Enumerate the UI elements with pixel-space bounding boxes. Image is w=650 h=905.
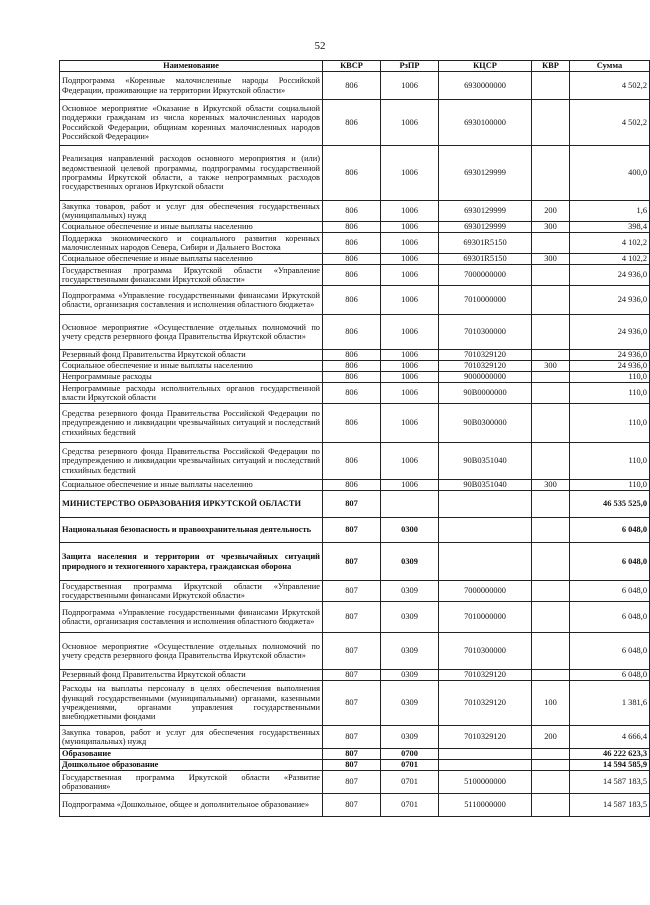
cell-sum: 4 102,2 (570, 254, 650, 265)
cell-name: Непрограммные расходы исполнительных органов государственной власти Иркутской области (60, 383, 323, 404)
cell-name: Государственная программа Иркутской области «Развитие образования» (60, 771, 323, 794)
cell-sum: 6 048,0 (570, 543, 650, 581)
cell-kvr (532, 100, 570, 146)
table-row (60, 201, 650, 222)
cell-kvr (532, 491, 570, 518)
table-row (60, 581, 650, 602)
cell-kcsr: 7010329120 (439, 350, 532, 361)
cell-kcsr (439, 543, 532, 581)
cell-kvsr: 807 (323, 543, 381, 581)
cell-name: Государственная программа Иркутской области «Управление государственными финансами Иркутской области» (60, 581, 323, 602)
cell-kvsr: 807 (323, 760, 381, 771)
cell-kvsr: 806 (323, 254, 381, 265)
table-row (60, 383, 650, 404)
cell-sum: 14 587 183,5 (570, 771, 650, 794)
cell-kvsr: 806 (323, 222, 381, 233)
header-name: Наименование (60, 61, 323, 72)
cell-kcsr: 7010000000 (439, 286, 532, 315)
cell-rzpr (381, 491, 439, 518)
table-row (60, 633, 650, 670)
cell-name: Расходы на выплаты персоналу в целях обеспечения выполнения функций государственными (муниципальными) органами, казенными учреждениями, органами управления государственными внебюджетными фондами (60, 681, 323, 726)
table-row (60, 100, 650, 146)
cell-name: Резервный фонд Правительства Иркутской области (60, 670, 323, 681)
cell-rzpr: 1006 (381, 361, 439, 372)
cell-kvr: 300 (532, 222, 570, 233)
cell-kvr (532, 602, 570, 633)
cell-rzpr: 1006 (381, 315, 439, 350)
cell-sum: 110,0 (570, 404, 650, 443)
cell-kcsr: 7010329120 (439, 681, 532, 726)
cell-rzpr: 0701 (381, 760, 439, 771)
cell-rzpr: 0701 (381, 771, 439, 794)
cell-kvr (532, 749, 570, 760)
cell-kcsr: 6930000000 (439, 72, 532, 100)
table-row (60, 404, 650, 443)
cell-rzpr: 1006 (381, 350, 439, 361)
cell-rzpr: 0309 (381, 726, 439, 749)
cell-kvr (532, 543, 570, 581)
table-row (60, 794, 650, 817)
table-body (60, 72, 650, 817)
table-row (60, 760, 650, 771)
cell-kcsr (439, 749, 532, 760)
cell-rzpr: 1006 (381, 233, 439, 254)
table-row (60, 361, 650, 372)
cell-name: Основное мероприятие «Осуществление отдельных полномочий по учету средств резервного фонда Правительства Иркутской области» (60, 633, 323, 670)
cell-kcsr: 90В0351040 (439, 443, 532, 480)
table-row (60, 254, 650, 265)
cell-sum: 4 102,2 (570, 233, 650, 254)
table-row (60, 265, 650, 286)
cell-kcsr: 90В0300000 (439, 404, 532, 443)
cell-kcsr: 7000000000 (439, 581, 532, 602)
cell-name: МИНИСТЕРСТВО ОБРАЗОВАНИЯ ИРКУТСКОЙ ОБЛАСТИ (60, 491, 323, 518)
cell-kvr (532, 233, 570, 254)
cell-name: Основное мероприятие «Осуществление отдельных полномочий по учету средств резервного фонда Правительства Иркутской области» (60, 315, 323, 350)
cell-kvsr: 807 (323, 581, 381, 602)
cell-kvr (532, 286, 570, 315)
cell-kvsr: 807 (323, 681, 381, 726)
cell-kcsr: 7000000000 (439, 265, 532, 286)
cell-kcsr: 90В0351040 (439, 480, 532, 491)
cell-rzpr: 1006 (381, 383, 439, 404)
cell-sum: 110,0 (570, 372, 650, 383)
header-kvr: КВР (532, 61, 570, 72)
cell-name: Средства резервного фонда Правительства Российской Федерации по предупреждению и ликвидации чрезвычайных ситуаций и последствий стихийных бедствий (60, 443, 323, 480)
table-row (60, 350, 650, 361)
cell-kvsr: 807 (323, 726, 381, 749)
table-row (60, 286, 650, 315)
cell-sum: 24 936,0 (570, 265, 650, 286)
cell-kcsr: 5110000000 (439, 794, 532, 817)
cell-sum: 6 048,0 (570, 518, 650, 543)
cell-kcsr: 6930129999 (439, 222, 532, 233)
cell-kvr (532, 633, 570, 670)
cell-sum: 1 381,6 (570, 681, 650, 726)
cell-name: Образование (60, 749, 323, 760)
header-sum: Сумма (570, 61, 650, 72)
cell-kvr: 200 (532, 726, 570, 749)
cell-kcsr: 7010329120 (439, 670, 532, 681)
table-row (60, 480, 650, 491)
cell-sum: 398,4 (570, 222, 650, 233)
cell-kvr (532, 265, 570, 286)
table-row (60, 315, 650, 350)
table-row (60, 491, 650, 518)
table-row (60, 372, 650, 383)
table-row (60, 726, 650, 749)
cell-rzpr: 1006 (381, 443, 439, 480)
cell-kvsr: 807 (323, 771, 381, 794)
cell-kcsr (439, 760, 532, 771)
cell-rzpr: 0700 (381, 749, 439, 760)
cell-kvsr: 807 (323, 670, 381, 681)
budget-table (59, 60, 650, 817)
cell-kcsr: 6930129999 (439, 146, 532, 201)
cell-kvsr: 806 (323, 286, 381, 315)
cell-sum: 14 587 183,5 (570, 794, 650, 817)
cell-sum: 24 936,0 (570, 350, 650, 361)
header-rzpr: РзПР (381, 61, 439, 72)
cell-kvsr: 806 (323, 383, 381, 404)
cell-name: Закупка товаров, работ и услуг для обеспечения государственных (муниципальных) нужд (60, 726, 323, 749)
cell-kvr (532, 760, 570, 771)
cell-kcsr: 69301R5150 (439, 233, 532, 254)
cell-kvr (532, 670, 570, 681)
cell-rzpr: 0309 (381, 581, 439, 602)
cell-kvr (532, 771, 570, 794)
cell-kvr (532, 794, 570, 817)
table-row (60, 771, 650, 794)
cell-kvsr: 806 (323, 350, 381, 361)
cell-sum: 6 048,0 (570, 670, 650, 681)
table-row (60, 72, 650, 100)
cell-name: Подпрограмма «Управление государственными финансами Иркутской области, организация составления и исполнения областного бюджета» (60, 602, 323, 633)
cell-kvsr: 807 (323, 491, 381, 518)
table-row (60, 233, 650, 254)
cell-kvr: 200 (532, 201, 570, 222)
cell-name: Дошкольное образование (60, 760, 323, 771)
cell-kvsr: 806 (323, 72, 381, 100)
header-kvsr: КВСР (323, 61, 381, 72)
table-header-row (60, 61, 650, 72)
cell-rzpr: 1006 (381, 222, 439, 233)
cell-kcsr: 7010329120 (439, 361, 532, 372)
cell-sum: 400,0 (570, 146, 650, 201)
cell-name: Поддержка экономического и социального развития коренных малочисленных народов Севера, Сибири и Дальнего Востока (60, 233, 323, 254)
cell-kvsr: 807 (323, 633, 381, 670)
cell-sum: 4 502,2 (570, 100, 650, 146)
cell-rzpr: 0701 (381, 794, 439, 817)
cell-sum: 46 535 525,0 (570, 491, 650, 518)
header-kcsr: КЦСР (439, 61, 532, 72)
cell-kcsr: 9000000000 (439, 372, 532, 383)
cell-name: Закупка товаров, работ и услуг для обеспечения государственных (муниципальных) нужд (60, 201, 323, 222)
table-row (60, 602, 650, 633)
cell-name: Социальное обеспечение и иные выплаты населению (60, 480, 323, 491)
cell-rzpr: 0309 (381, 633, 439, 670)
cell-kvsr: 806 (323, 146, 381, 201)
cell-kcsr: 5100000000 (439, 771, 532, 794)
cell-sum: 6 048,0 (570, 581, 650, 602)
cell-kvsr: 807 (323, 518, 381, 543)
cell-kvsr: 806 (323, 372, 381, 383)
cell-name: Резервный фонд Правительства Иркутской области (60, 350, 323, 361)
table-row (60, 681, 650, 726)
cell-sum: 110,0 (570, 443, 650, 480)
table-row (60, 146, 650, 201)
cell-name: Подпрограмма «Дошкольное, общее и дополнительное образование» (60, 794, 323, 817)
cell-kvr: 300 (532, 361, 570, 372)
cell-kvr (532, 443, 570, 480)
cell-kvr (532, 146, 570, 201)
cell-kvr (532, 383, 570, 404)
cell-rzpr: 1006 (381, 480, 439, 491)
cell-name: Непрограммные расходы (60, 372, 323, 383)
cell-sum: 110,0 (570, 383, 650, 404)
cell-sum: 4 502,2 (570, 72, 650, 100)
cell-name: Подпрограмма «Управление государственными финансами Иркутской области, организация составления и исполнения областного бюджета» (60, 286, 323, 315)
page-number: 52 (314, 40, 326, 52)
cell-kvsr: 807 (323, 749, 381, 760)
cell-name: Защита населения и территории от чрезвычайных ситуаций природного и техногенного характера, гражданская оборона (60, 543, 323, 581)
cell-kvsr: 806 (323, 233, 381, 254)
cell-name: Подпрограмма «Коренные малочисленные народы Российской Федерации, проживающие на территории Иркутской области» (60, 72, 323, 100)
cell-rzpr: 1006 (381, 265, 439, 286)
cell-rzpr: 0309 (381, 543, 439, 581)
cell-rzpr: 0300 (381, 518, 439, 543)
cell-sum: 4 666,4 (570, 726, 650, 749)
cell-kcsr: 90В0000000 (439, 383, 532, 404)
cell-sum: 46 222 623,3 (570, 749, 650, 760)
cell-rzpr: 1006 (381, 72, 439, 100)
cell-sum: 110,0 (570, 480, 650, 491)
cell-kcsr: 7010329120 (439, 726, 532, 749)
cell-rzpr: 0309 (381, 602, 439, 633)
table-row (60, 749, 650, 760)
cell-name: Основное мероприятие «Оказание в Иркутской области социальной поддержки гражданам из числа коренных малочисленных народов Российской Федерации, общинам коренных малочисленных народов Российской Федерации» (60, 100, 323, 146)
cell-rzpr: 1006 (381, 372, 439, 383)
cell-rzpr: 1006 (381, 100, 439, 146)
cell-kvr (532, 350, 570, 361)
cell-rzpr: 0309 (381, 670, 439, 681)
cell-kvsr: 807 (323, 794, 381, 817)
cell-name: Социальное обеспечение и иные выплаты населению (60, 361, 323, 372)
cell-sum: 1,6 (570, 201, 650, 222)
cell-kvsr: 806 (323, 404, 381, 443)
cell-rzpr: 1006 (381, 254, 439, 265)
cell-kvr (532, 581, 570, 602)
cell-sum: 24 936,0 (570, 315, 650, 350)
cell-kvsr: 806 (323, 443, 381, 480)
cell-kcsr: 7010300000 (439, 633, 532, 670)
cell-kcsr (439, 518, 532, 543)
cell-rzpr: 1006 (381, 201, 439, 222)
cell-kvsr: 806 (323, 100, 381, 146)
cell-kvr: 300 (532, 480, 570, 491)
cell-sum: 24 936,0 (570, 361, 650, 372)
cell-sum: 24 936,0 (570, 286, 650, 315)
cell-kcsr: 6930100000 (439, 100, 532, 146)
cell-kvr (532, 72, 570, 100)
cell-kvsr: 806 (323, 315, 381, 350)
cell-name: Реализация направлений расходов основного мероприятия и (или) ведомственной целевой программы, подпрограммы государственной программы Иркутской области, а также непрограммных расходов государственных органов Иркутской области (60, 146, 323, 201)
cell-kcsr (439, 491, 532, 518)
cell-kvsr: 806 (323, 480, 381, 491)
cell-kvr: 300 (532, 254, 570, 265)
cell-kvsr: 807 (323, 602, 381, 633)
cell-name: Государственная программа Иркутской области «Управление государственными финансами Иркутской области» (60, 265, 323, 286)
cell-rzpr: 1006 (381, 146, 439, 201)
cell-kvsr: 806 (323, 265, 381, 286)
cell-kcsr: 7010300000 (439, 315, 532, 350)
cell-kvsr: 806 (323, 201, 381, 222)
cell-kcsr: 69301R5150 (439, 254, 532, 265)
cell-kvr (532, 315, 570, 350)
cell-name: Социальное обеспечение и иные выплаты населению (60, 254, 323, 265)
cell-kvr (532, 404, 570, 443)
cell-kvsr: 806 (323, 361, 381, 372)
cell-kvr (532, 518, 570, 543)
cell-name: Социальное обеспечение и иные выплаты населению (60, 222, 323, 233)
cell-sum: 14 594 585,9 (570, 760, 650, 771)
cell-name: Средства резервного фонда Правительства Российской Федерации по предупреждению и ликвидации чрезвычайных ситуаций и последствий стихийных бедствий (60, 404, 323, 443)
table-row (60, 670, 650, 681)
table-row (60, 222, 650, 233)
cell-rzpr: 0309 (381, 681, 439, 726)
cell-sum: 6 048,0 (570, 602, 650, 633)
cell-kcsr: 7010000000 (439, 602, 532, 633)
table-row (60, 518, 650, 543)
cell-name: Национальная безопасность и правоохранительная деятельность (60, 518, 323, 543)
cell-rzpr: 1006 (381, 404, 439, 443)
cell-kvr (532, 372, 570, 383)
table-row (60, 543, 650, 581)
cell-kcsr: 6930129999 (439, 201, 532, 222)
cell-sum: 6 048,0 (570, 633, 650, 670)
cell-rzpr: 1006 (381, 286, 439, 315)
cell-kvr: 100 (532, 681, 570, 726)
table-row (60, 443, 650, 480)
